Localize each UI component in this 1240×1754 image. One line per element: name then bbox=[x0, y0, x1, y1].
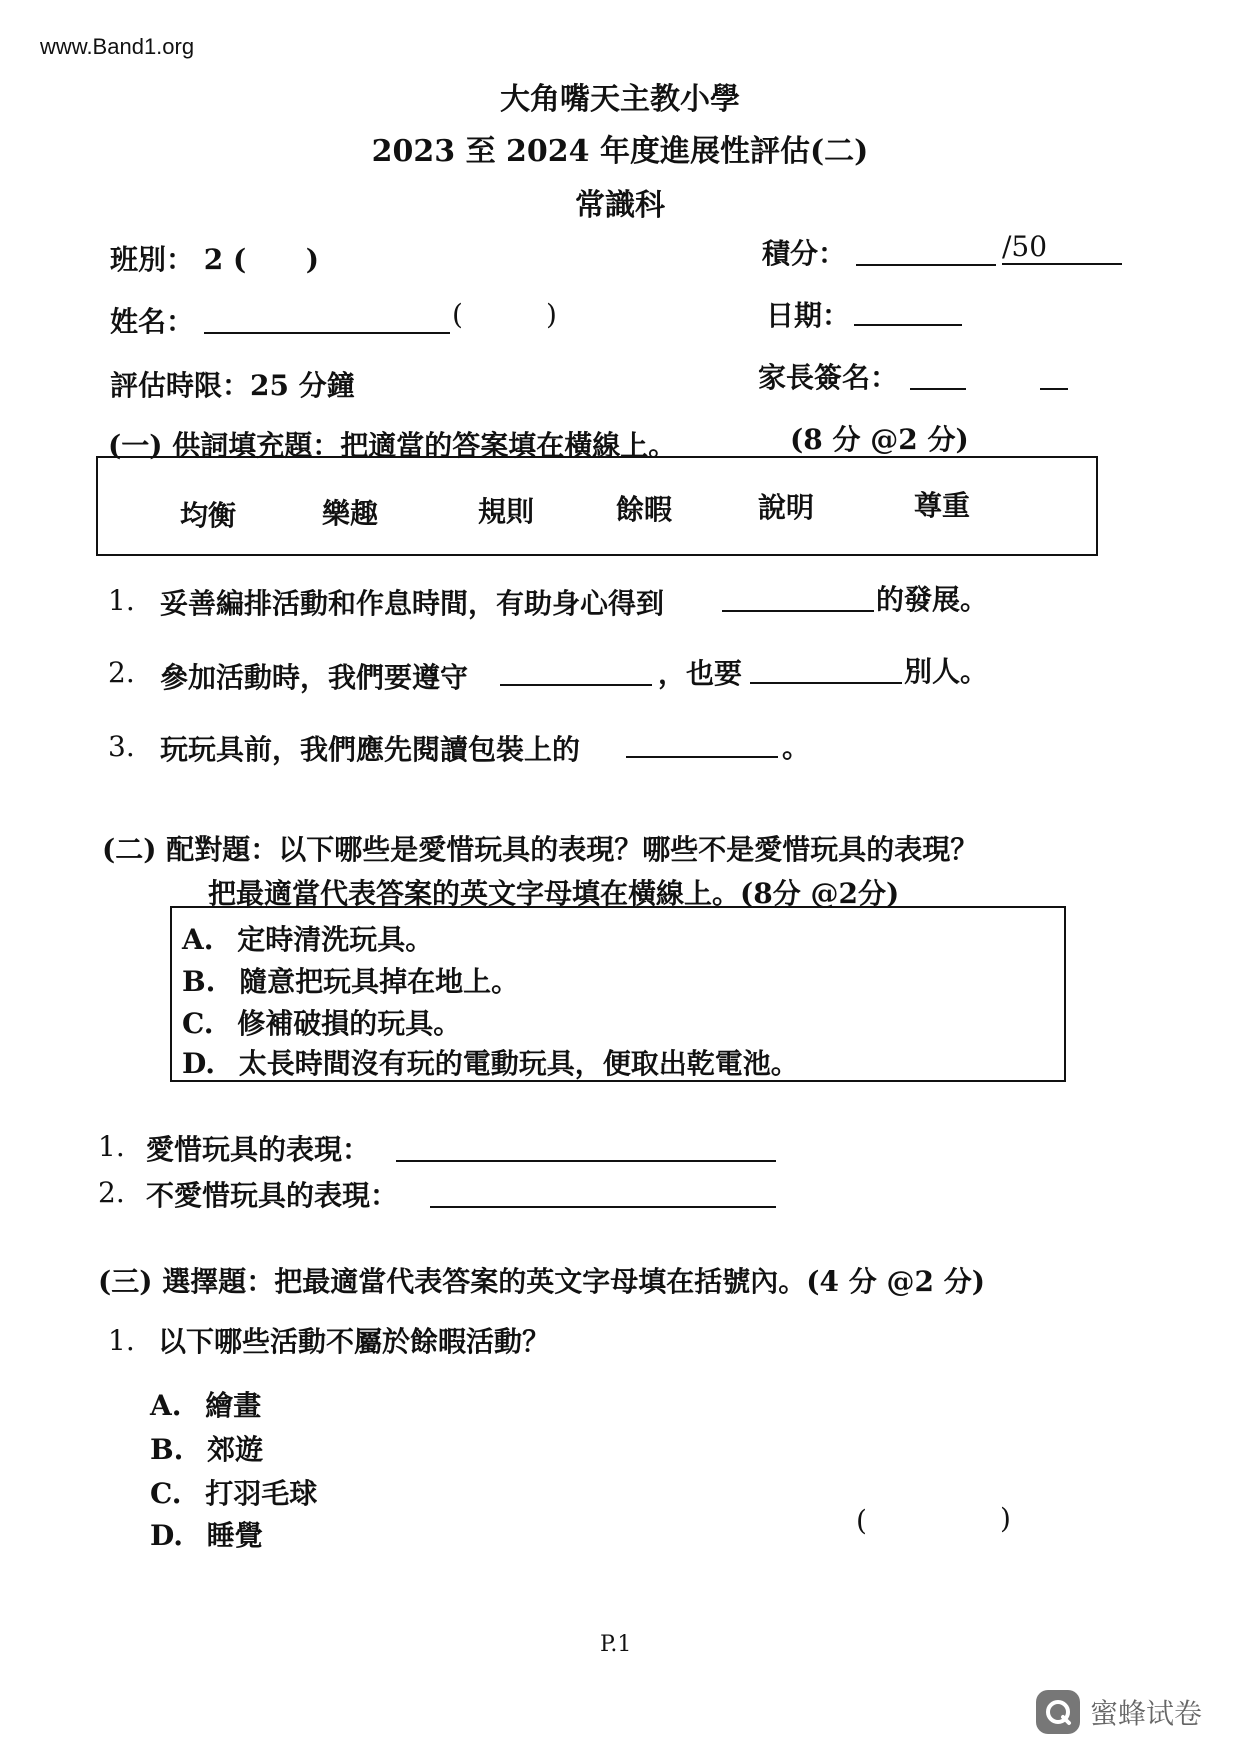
option-letter: C. bbox=[182, 1007, 214, 1040]
option-text: 修補破損的玩具。 bbox=[237, 1007, 462, 1040]
answer-paren-close: ) bbox=[1000, 1502, 1011, 1535]
choice-text: 睡覺 bbox=[206, 1519, 263, 1552]
date-blank[interactable] bbox=[854, 324, 962, 326]
option-letter: B. bbox=[182, 965, 216, 998]
option-item bbox=[182, 918, 433, 958]
name-blank[interactable] bbox=[204, 332, 450, 334]
choice-text: 郊遊 bbox=[207, 1433, 264, 1466]
time-limit: 評估時限：25 分鐘 bbox=[110, 369, 355, 402]
name-label: 姓名： bbox=[110, 305, 195, 338]
parent-sign-blank[interactable] bbox=[910, 388, 966, 390]
s1-q2-blank1[interactable] bbox=[500, 684, 652, 686]
watermark bbox=[1036, 1690, 1202, 1734]
s1-q2-text: 參加活動時，我們要遵守 bbox=[160, 661, 469, 694]
choice-item bbox=[150, 1384, 261, 1424]
s2-q1-num: 1. bbox=[98, 1130, 125, 1163]
date-label: 日期： bbox=[766, 299, 851, 332]
s2-q2-text: 不愛惜玩具的表現： bbox=[146, 1179, 399, 1212]
section2-title-line2: 把最適當代表答案的英文字母填在橫線上。(8分 @2分) bbox=[208, 877, 900, 910]
s2-q2-blank[interactable] bbox=[430, 1206, 776, 1208]
site-url: www.Band1.org bbox=[40, 34, 195, 59]
s2-q1-blank[interactable] bbox=[396, 1160, 776, 1162]
watermark-logo-icon bbox=[1036, 1690, 1080, 1734]
name-paren-open: ( bbox=[452, 298, 463, 331]
choice-item bbox=[150, 1514, 263, 1554]
parent-sign-blank-2[interactable] bbox=[1040, 388, 1068, 390]
s1-q1-num: 1. bbox=[108, 584, 135, 617]
class-label: 班別： bbox=[110, 243, 195, 276]
choice-letter: D. bbox=[150, 1519, 184, 1552]
choice-item bbox=[150, 1472, 317, 1512]
word-bank-item: 餘暇 bbox=[616, 493, 673, 526]
section1-marks: (8 分 @2 分) bbox=[790, 423, 969, 456]
word-bank-item: 樂趣 bbox=[322, 497, 379, 530]
s2-q2-num: 2. bbox=[98, 1176, 125, 1209]
s3-q1-num: 1. bbox=[108, 1324, 135, 1357]
parent-sign-label: 家長簽名： bbox=[758, 361, 899, 394]
word-bank-item: 尊重 bbox=[914, 489, 971, 522]
score-blank[interactable] bbox=[856, 264, 996, 266]
option-letter: D. bbox=[182, 1047, 216, 1080]
s1-q3-tail: 。 bbox=[782, 731, 811, 764]
score-label: 積分： bbox=[762, 237, 847, 270]
s2-q1-text: 愛惜玩具的表現： bbox=[146, 1133, 371, 1166]
s1-q2-mid: ，也要 bbox=[658, 657, 743, 690]
class-close: ) bbox=[305, 243, 319, 276]
s1-q1-text: 妥善編排活動和作息時間，有助身心得到 bbox=[160, 587, 665, 620]
s1-q3-text: 玩玩具前，我們應先閱讀包裝上的 bbox=[160, 733, 581, 766]
option-text: 隨意把玩具掉在地上。 bbox=[239, 965, 520, 998]
option-item bbox=[182, 1042, 799, 1082]
word-bank-item: 均衡 bbox=[180, 499, 237, 532]
option-text: 定時清洗玩具。 bbox=[237, 923, 434, 956]
name-paren-close: ) bbox=[546, 298, 557, 331]
score-total: /50 bbox=[1002, 230, 1122, 265]
option-text: 太長時間沒有玩的電動玩具，便取出乾電池。 bbox=[238, 1047, 799, 1080]
s3-q1-text: 以下哪些活動不屬於餘暇活動？ bbox=[158, 1325, 551, 1358]
s1-q2-blank2[interactable] bbox=[750, 682, 902, 684]
answer-paren-open: ( bbox=[856, 1504, 867, 1537]
subject-title: 常識科 bbox=[575, 188, 665, 223]
word-bank-item: 規則 bbox=[478, 495, 535, 528]
choice-text: 繪畫 bbox=[205, 1389, 262, 1422]
watermark-text: 蜜蜂试卷 bbox=[1089, 1697, 1202, 1730]
choice-letter: B. bbox=[150, 1433, 184, 1466]
section2-title-line1: (二) 配對題：以下哪些是愛惜玩具的表現？哪些不是愛惜玩具的表現？ bbox=[102, 833, 979, 866]
class-value: 2 ( bbox=[203, 243, 247, 276]
s1-q3-num: 3. bbox=[108, 730, 135, 763]
s1-q1-tail: 的發展。 bbox=[876, 583, 989, 616]
assessment-title: 2023 至 2024 年度進展性評估(二) bbox=[371, 134, 869, 169]
choice-text: 打羽毛球 bbox=[205, 1477, 318, 1510]
option-letter: A. bbox=[182, 923, 214, 956]
section1-title: (一) 供詞填充題：把適當的答案填在橫線上。 bbox=[108, 429, 677, 462]
option-item bbox=[182, 960, 519, 1000]
score-field bbox=[762, 232, 846, 272]
choice-letter: A. bbox=[150, 1389, 182, 1422]
s1-q2-num: 2. bbox=[108, 656, 135, 689]
page-number: P.1 bbox=[600, 1632, 632, 1657]
s1-q3-blank[interactable] bbox=[626, 756, 778, 758]
word-bank-item: 說明 bbox=[758, 491, 815, 524]
section3-title: (三) 選擇題：把最適當代表答案的英文字母填在括號內。(4 分 @2 分) bbox=[98, 1265, 985, 1298]
s1-q2-tail: 別人。 bbox=[904, 655, 989, 688]
option-item bbox=[182, 1002, 461, 1042]
s1-q1-blank[interactable] bbox=[722, 610, 874, 612]
choice-item bbox=[150, 1428, 263, 1468]
choice-letter: C. bbox=[150, 1477, 182, 1510]
school-name: 大角嘴天主教小學 bbox=[500, 82, 740, 117]
class-field bbox=[110, 238, 319, 278]
